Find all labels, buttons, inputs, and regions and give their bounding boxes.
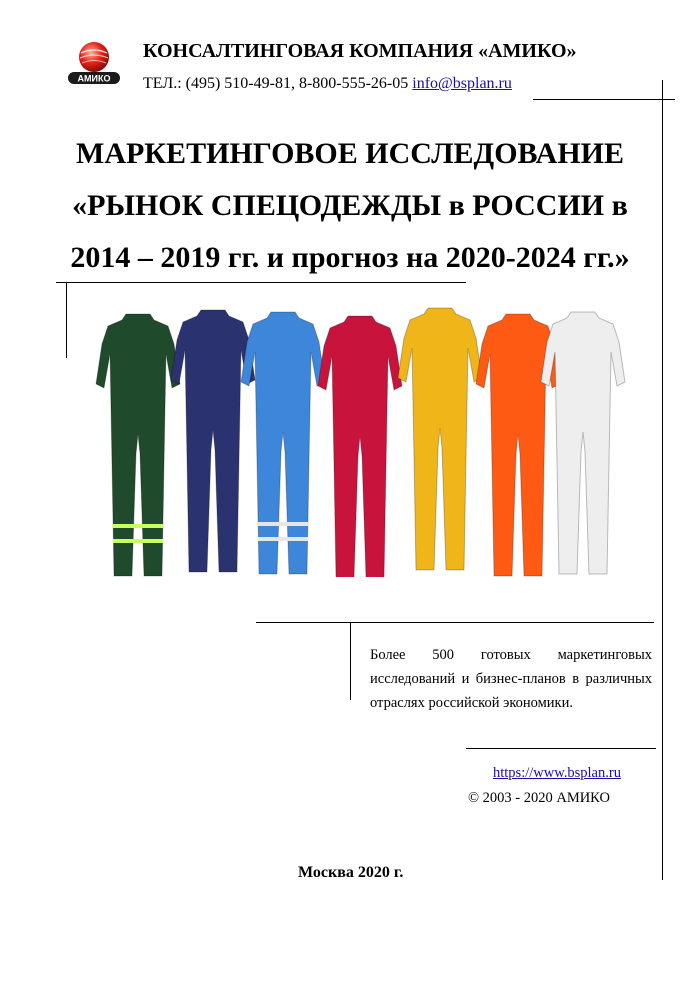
- divider-top: [533, 99, 675, 100]
- amiko-logo: [62, 40, 126, 90]
- divider-low: [466, 748, 656, 749]
- catalog-blurb: Более 500 готовых маркетинговых исследований и бизнес-планов в различных отраслях российской экономики.: [370, 647, 652, 711]
- divider-mid-vertical: [66, 282, 67, 358]
- divider-box: [256, 622, 654, 623]
- email-link[interactable]: info@bsplan.ru: [412, 75, 512, 92]
- contact-line: [143, 75, 512, 93]
- reflective-stripe: [258, 522, 308, 526]
- logo-text: АМИКО: [77, 73, 111, 84]
- report-title: [40, 128, 660, 284]
- title-line-2: «РЫНОК СПЕЦОДЕЖДЫ в РОССИИ в: [72, 189, 628, 222]
- reflective-stripe: [113, 539, 163, 543]
- divider-box-vertical: [350, 622, 351, 700]
- coverall-1: [96, 314, 180, 576]
- reflective-stripe: [258, 537, 308, 541]
- coverall-5: [398, 308, 482, 570]
- city-year: Москва 2020 г.: [298, 864, 404, 881]
- coverall-4: [318, 316, 402, 577]
- copyright: © 2003 - 2020 АМИКО: [468, 790, 610, 806]
- coverall-3: [241, 312, 325, 574]
- coverall-2: [171, 310, 255, 572]
- phone-numbers: ТЕЛ.: (495) 510-49-81, 8-800-555-26-05: [143, 75, 409, 92]
- website-link[interactable]: https://www.bsplan.ru: [493, 765, 621, 781]
- reflective-stripe: [113, 524, 163, 528]
- divider-right: [662, 80, 663, 880]
- company-name: КОНСАЛТИНГОВАЯ КОМПАНИЯ «АМИКО»: [143, 40, 577, 62]
- coveralls-photo: [78, 302, 628, 577]
- divider-mid: [56, 282, 466, 283]
- title-line-3: 2014 – 2019 гг. и прогноз на 2020-2024 гг.»: [70, 241, 630, 274]
- coverall-7: [541, 312, 625, 574]
- title-line-1: МАРКЕТИНГОВОЕ ИССЛЕДОВАНИЕ: [76, 137, 624, 170]
